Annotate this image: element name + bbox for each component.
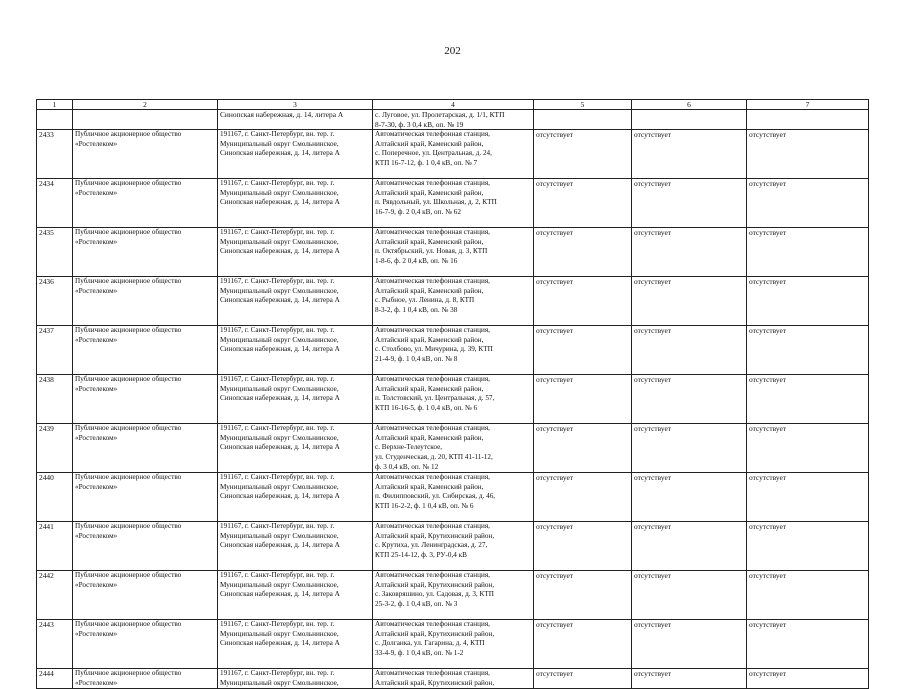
cell-col6: отсутствует (632, 375, 747, 424)
cell-object (373, 277, 534, 326)
object-line: 25-3-2, ф. 1 0,4 кВ, оп. № 3 (375, 599, 458, 608)
table-row (37, 522, 869, 571)
cell-col6: отсутствует (632, 277, 747, 326)
cell-address (218, 522, 373, 571)
address-line: 191167, г. Санкт-Петербург, вн. тер. г. (220, 375, 335, 384)
column-header: 2 (73, 100, 218, 110)
cell-object (373, 326, 534, 375)
object-line: 1-8-6, ф. 2 0,4 кВ, оп. № 16 (375, 256, 458, 265)
address-line: Синопская набережная, д. 14, литера А (220, 443, 340, 452)
cell-col6: отсутствует (632, 620, 747, 669)
object-line: Автоматическая телефонная станция, (375, 473, 490, 482)
cell-col5: отсутствует (534, 620, 632, 669)
object-line: КТП 16-7-12, ф. 1 0,4 кВ, оп. № 7 (375, 158, 478, 167)
cell-number: 2433 (37, 130, 73, 179)
object-line: с. Луговое, ул. Пролетарская, д. 1/1, КТП (375, 110, 505, 119)
owner-line: «Ростелеком» (75, 188, 118, 197)
owner-line: «Ростелеком» (75, 237, 118, 246)
cell-number: 2435 (37, 228, 73, 277)
cell-col5: отсутствует (534, 473, 632, 522)
object-line: Алтайский край, Каменский район, (375, 139, 484, 148)
address-line: Муниципальный округ Смольнинское, (220, 237, 339, 246)
cell-col5: отсутствует (534, 375, 632, 424)
owner-line: «Ростелеком» (75, 531, 118, 540)
table-row (37, 473, 869, 522)
cell-number (37, 110, 73, 130)
cell-col5 (534, 110, 632, 130)
address-line: Синопская набережная, д. 14, литера А (220, 247, 340, 256)
cell-number: 2441 (37, 522, 73, 571)
cell-address (218, 179, 373, 228)
object-line: КТП 16-2-2, ф. 1 0,4 кВ, оп. № 6 (375, 501, 474, 510)
cell-owner (73, 571, 218, 620)
address-line: Муниципальный округ Смольнинское, (220, 531, 339, 540)
cell-col7: отсутствует (747, 473, 869, 522)
continued-row (37, 110, 869, 130)
address-line: 191167, г. Санкт-Петербург, вн. тер. г. (220, 669, 335, 678)
address-line: 191167, г. Санкт-Петербург, вн. тер. г. (220, 473, 335, 482)
cell-address (218, 669, 373, 689)
cell-col6: отсутствует (632, 522, 747, 571)
table-row (37, 424, 869, 473)
cell-object (373, 375, 534, 424)
cell-object (373, 522, 534, 571)
cell-number: 2440 (37, 473, 73, 522)
object-line: Автоматическая телефонная станция, (375, 228, 490, 237)
object-line: КТП 16-16-5, ф. 1 0,4 кВ, оп. № 6 (375, 403, 478, 412)
cell-number: 2437 (37, 326, 73, 375)
cell-number: 2444 (37, 669, 73, 689)
owner-line: Публичное акционерное общество (75, 326, 182, 335)
object-line: п. Толстовский, ул. Центральная, д. 57, (375, 394, 495, 403)
cell-col6: отсутствует (632, 669, 747, 689)
owner-line: «Ростелеком» (75, 629, 118, 638)
cell-col5: отсутствует (534, 130, 632, 179)
address-line: 191167, г. Санкт-Петербург, вн. тер. г. (220, 522, 335, 531)
object-line: Автоматическая телефонная станция, (375, 669, 490, 678)
cell-object (373, 130, 534, 179)
cell-col5: отсутствует (534, 522, 632, 571)
cell-address (218, 571, 373, 620)
cell-owner (73, 277, 218, 326)
object-line: 21-4-9, ф. 1 0,4 кВ, оп. № 8 (375, 354, 458, 363)
cell-address (218, 473, 373, 522)
object-line: Алтайский край, Каменский район, (375, 286, 484, 295)
address-line: Синопская набережная, д. 14, литера А (220, 541, 340, 550)
object-line: с. Долганка, ул. Гагарина, д. 4, КТП (375, 639, 485, 648)
registry-table (36, 99, 869, 689)
object-line: Автоматическая телефонная станция, (375, 375, 490, 384)
column-header: 5 (534, 100, 632, 110)
cell-col7: отсутствует (747, 228, 869, 277)
table-row (37, 228, 869, 277)
cell-col6: отсутствует (632, 228, 747, 277)
owner-line: «Ростелеком» (75, 482, 118, 491)
address-line: Муниципальный округ Смольнинское, (220, 433, 339, 442)
cell-col7: отсутствует (747, 179, 869, 228)
cell-col7 (747, 110, 869, 130)
table-row (37, 179, 869, 228)
cell-col7: отсутствует (747, 130, 869, 179)
cell-col6: отсутствует (632, 130, 747, 179)
address-line: Синопская набережная, д. 14, литера А (220, 198, 340, 207)
cell-owner (73, 522, 218, 571)
page-number: 202 (444, 45, 461, 57)
table-row (37, 375, 869, 424)
cell-object (373, 228, 534, 277)
object-line: Алтайский край, Каменский район, (375, 237, 484, 246)
table-row (37, 277, 869, 326)
cell-number: 2439 (37, 424, 73, 473)
table-row (37, 620, 869, 669)
cell-col7: отсутствует (747, 620, 869, 669)
object-line: п. Рявдольный, ул. Школьная, д. 2, КТП (375, 198, 497, 207)
cell-col5: отсутствует (534, 228, 632, 277)
address-line: 191167, г. Санкт-Петербург, вн. тер. г. (220, 326, 335, 335)
column-header: 7 (747, 100, 869, 110)
owner-line: «Ростелеком» (75, 433, 118, 442)
cell-owner (73, 228, 218, 277)
cell-object (373, 110, 534, 130)
address-line: Муниципальный округ Смольнинское, (220, 482, 339, 491)
cell-address (218, 228, 373, 277)
column-header: 1 (37, 100, 73, 110)
owner-line: «Ростелеком» (75, 678, 118, 687)
cell-address: Синопская набережная, д. 14, литера А (218, 110, 373, 130)
object-line: с. Поперечное, ул. Центральная, д. 24, (375, 149, 492, 158)
owner-line: Публичное акционерное общество (75, 669, 182, 678)
object-line: Автоматическая телефонная станция, (375, 326, 490, 335)
owner-line: Публичное акционерное общество (75, 620, 182, 629)
object-line: Алтайский край, Крутихинский район, (375, 580, 495, 589)
cell-col5: отсутствует (534, 326, 632, 375)
column-header: 4 (373, 100, 534, 110)
address-line: 191167, г. Санкт-Петербург, вн. тер. г. (220, 571, 335, 580)
owner-line: «Ростелеком» (75, 286, 118, 295)
cell-object (373, 620, 534, 669)
cell-address (218, 277, 373, 326)
address-line: Муниципальный округ Смольнинское, (220, 384, 339, 393)
cell-object (373, 179, 534, 228)
owner-line: Публичное акционерное общество (75, 424, 182, 433)
cell-col7: отсутствует (747, 522, 869, 571)
address-line: Синопская набережная, д. 14, литера А (220, 639, 340, 648)
table-row (37, 130, 869, 179)
cell-col6: отсутствует (632, 179, 747, 228)
address-line: Синопская набережная, д. 14, литера А (220, 345, 340, 354)
cell-address (218, 130, 373, 179)
address-line: Синопская набережная, д. 14, литера А (220, 149, 340, 158)
cell-col7: отсутствует (747, 375, 869, 424)
owner-line: Публичное акционерное общество (75, 277, 182, 286)
object-line: п. Филипповский, ул. Сибирская, д. 46, (375, 492, 496, 501)
cell-owner (73, 375, 218, 424)
cell-object (373, 473, 534, 522)
owner-line: Публичное акционерное общество (75, 130, 182, 139)
cell-object (373, 424, 534, 473)
cell-address (218, 620, 373, 669)
cell-col6 (632, 110, 747, 130)
cell-col7: отсутствует (747, 277, 869, 326)
column-header: 6 (632, 100, 747, 110)
cell-col5: отсутствует (534, 571, 632, 620)
object-line: ул. Студенческая, д. 20, КТП 41-11-12, (375, 452, 493, 461)
object-line: Алтайский край, Крутихинский район, (375, 629, 495, 638)
address-line: Синопская набережная, д. 14, литера А (220, 394, 340, 403)
cell-owner (73, 110, 218, 130)
object-line: КТП 25-14-12, ф. 3, РУ-0,4 кВ (375, 550, 467, 559)
owner-line: Публичное акционерное общество (75, 228, 182, 237)
object-line: ф. 3 0,4 кВ, оп. № 12 (375, 462, 439, 471)
address-line: 191167, г. Санкт-Петербург, вн. тер. г. (220, 620, 335, 629)
address-line: Муниципальный округ Смольнинское, (220, 286, 339, 295)
object-line: с. Столбово, ул. Мичурина, д. 39, КТП (375, 345, 493, 354)
cell-owner (73, 473, 218, 522)
cell-col6: отсутствует (632, 424, 747, 473)
cell-number: 2438 (37, 375, 73, 424)
object-line: Автоматическая телефонная станция, (375, 571, 490, 580)
object-line: 8-7-30, ф. 3 0,4 кВ, оп. № 19 (375, 119, 464, 129)
cell-owner (73, 424, 218, 473)
cell-col7: отсутствует (747, 669, 869, 689)
object-line: Алтайский край, Крутихинский район, (375, 678, 495, 687)
address-line: 191167, г. Санкт-Петербург, вн. тер. г. (220, 179, 335, 188)
cell-col7: отсутствует (747, 424, 869, 473)
address-line: Муниципальный округ Смольнинское, (220, 678, 339, 687)
owner-line: Публичное акционерное общество (75, 375, 182, 384)
address-line: Синопская набережная, д. 14, литера А (220, 492, 340, 501)
cell-col7: отсутствует (747, 571, 869, 620)
object-line: с. Верхне-Телеутское, (375, 443, 443, 452)
cell-object (373, 571, 534, 620)
cell-address (218, 326, 373, 375)
object-line: Алтайский край, Каменский район, (375, 433, 484, 442)
column-header-row (37, 100, 869, 110)
object-line: с. Заковряшино, ул. Садовая, д. 3, КТП (375, 590, 494, 599)
address-line: Муниципальный округ Смольнинское, (220, 139, 339, 148)
owner-line: «Ростелеком» (75, 580, 118, 589)
object-line: Автоматическая телефонная станция, (375, 130, 490, 139)
object-line: Алтайский край, Каменский район, (375, 482, 484, 491)
cell-owner (73, 326, 218, 375)
object-line: 16-7-9, ф. 2 0,4 кВ, оп. № 62 (375, 207, 461, 216)
cell-object (373, 669, 534, 689)
cell-col6: отсутствует (632, 473, 747, 522)
cell-owner (73, 179, 218, 228)
cell-col6: отсутствует (632, 571, 747, 620)
object-line: Автоматическая телефонная станция, (375, 620, 490, 629)
object-line: Автоматическая телефонная станция, (375, 424, 490, 433)
object-line: Алтайский край, Каменский район, (375, 188, 484, 197)
address-line: Синопская набережная, д. 14, литера А (220, 296, 340, 305)
object-line: 33-4-9, ф. 1 0,4 кВ, оп. № 1-2 (375, 648, 464, 657)
object-line: 8-3-2, ф. 1 0,4 кВ, оп. № 38 (375, 305, 458, 314)
owner-line: «Ростелеком» (75, 139, 118, 148)
cell-col6: отсутствует (632, 326, 747, 375)
cell-address (218, 424, 373, 473)
table-row (37, 571, 869, 620)
address-line: Муниципальный округ Смольнинское, (220, 580, 339, 589)
object-line: п. Октябрьский, ул. Новая, д. 3, КТП (375, 247, 488, 256)
cell-col5: отсутствует (534, 277, 632, 326)
object-line: Алтайский край, Каменский район, (375, 335, 484, 344)
cell-number: 2434 (37, 179, 73, 228)
cell-col5: отсутствует (534, 179, 632, 228)
object-line: Автоматическая телефонная станция, (375, 179, 490, 188)
object-line: с. Рыбное, ул. Ленина, д. 8, КТП (375, 296, 475, 305)
owner-line: «Ростелеком» (75, 384, 118, 393)
table-row (37, 326, 869, 375)
owner-line: Публичное акционерное общество (75, 522, 182, 531)
address-line: 191167, г. Санкт-Петербург, вн. тер. г. (220, 424, 335, 433)
cell-col5: отсутствует (534, 669, 632, 689)
cell-address (218, 375, 373, 424)
owner-line: «Ростелеком» (75, 335, 118, 344)
address-line: Муниципальный округ Смольнинское, (220, 335, 339, 344)
object-line: Алтайский край, Каменский район, (375, 384, 484, 393)
address-line: Муниципальный округ Смольнинское, (220, 188, 339, 197)
cell-col7: отсутствует (747, 326, 869, 375)
column-header: 3 (218, 100, 373, 110)
table-row (37, 669, 869, 689)
address-line: 191167, г. Санкт-Петербург, вн. тер. г. (220, 277, 335, 286)
address-line: 191167, г. Санкт-Петербург, вн. тер. г. (220, 228, 335, 237)
cell-owner (73, 620, 218, 669)
object-line: Алтайский край, Крутихинский район, (375, 531, 495, 540)
object-line: Автоматическая телефонная станция, (375, 277, 490, 286)
address-line: 191167, г. Санкт-Петербург, вн. тер. г. (220, 130, 335, 139)
owner-line: Публичное акционерное общество (75, 571, 182, 580)
cell-col5: отсутствует (534, 424, 632, 473)
owner-line: Публичное акционерное общество (75, 179, 182, 188)
cell-number: 2442 (37, 571, 73, 620)
object-line: с. Крутиха, ул. Ленинградская, д. 27, (375, 541, 488, 550)
address-line: Муниципальный округ Смольнинское, (220, 629, 339, 638)
owner-line: Публичное акционерное общество (75, 473, 182, 482)
cell-number: 2443 (37, 620, 73, 669)
cell-owner (73, 130, 218, 179)
cell-owner (73, 669, 218, 689)
object-line: Автоматическая телефонная станция, (375, 522, 490, 531)
address-line: Синопская набережная, д. 14, литера А (220, 590, 340, 599)
cell-number: 2436 (37, 277, 73, 326)
